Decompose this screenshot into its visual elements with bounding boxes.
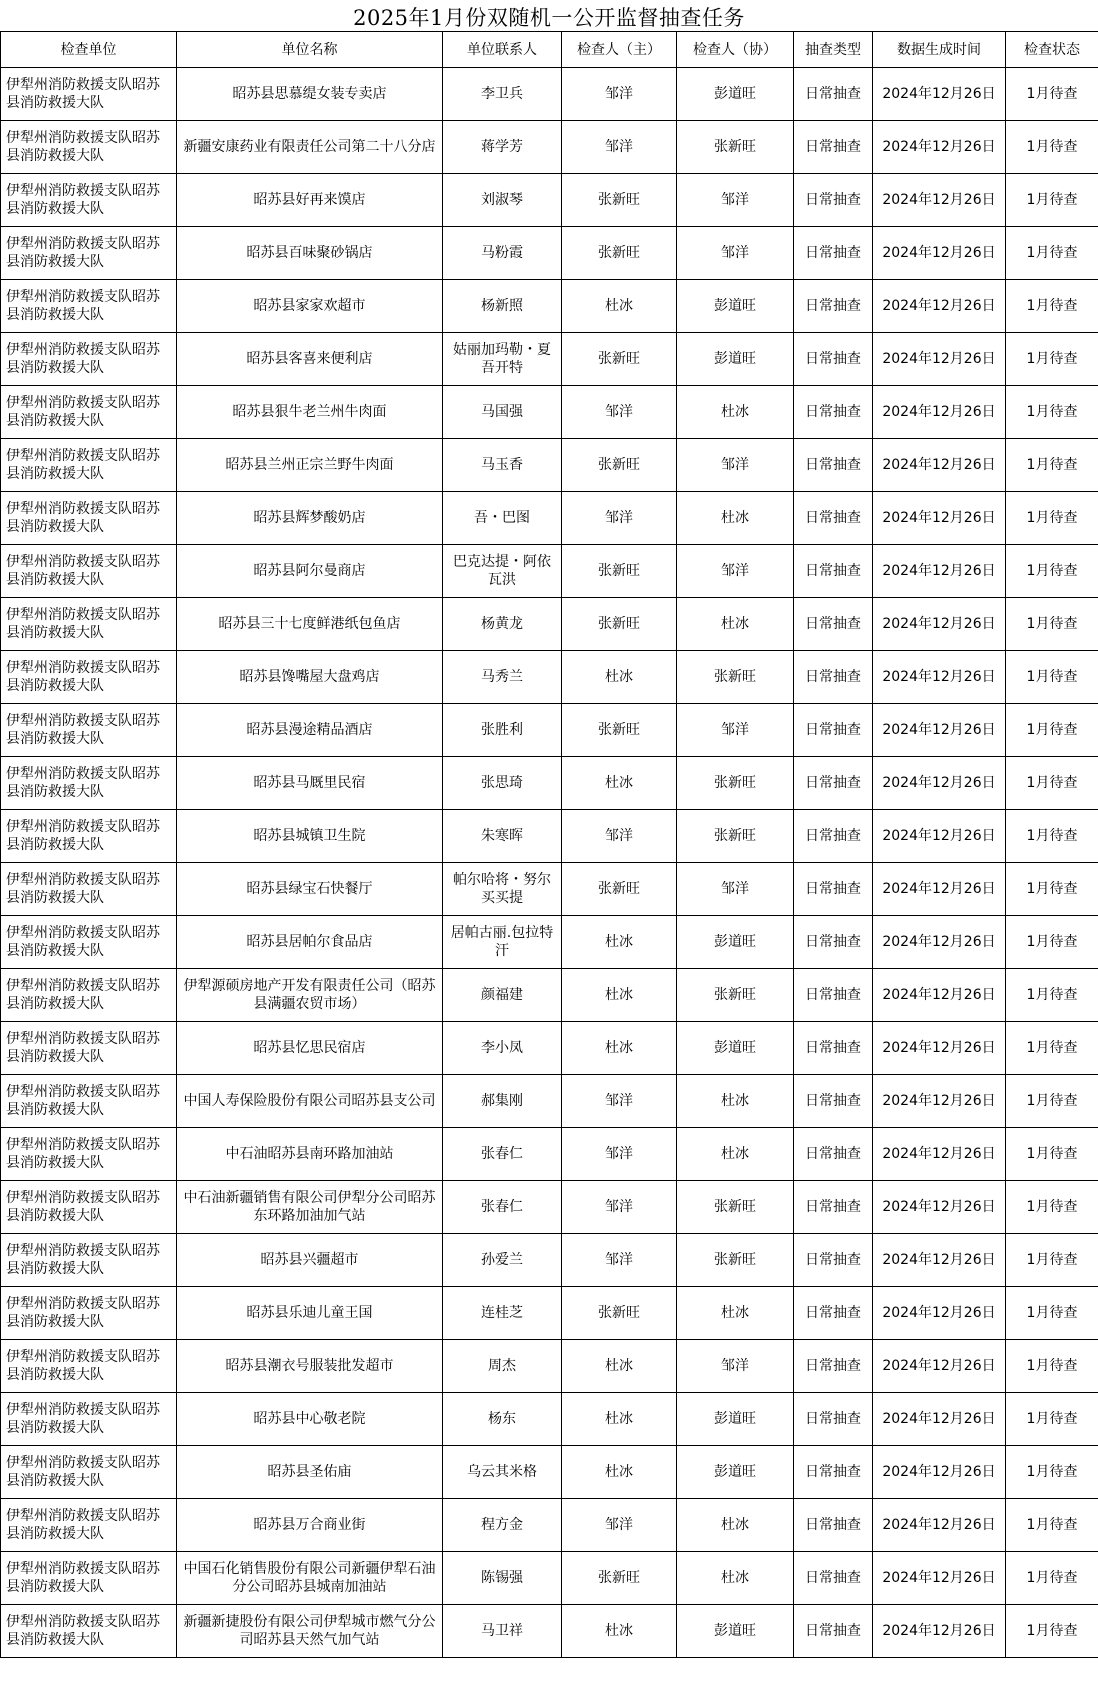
cell-status: 1月待查 xyxy=(1006,916,1098,969)
cell-check-type: 日常抽查 xyxy=(794,174,873,227)
cell-inspection-unit: 伊犁州消防救援支队昭苏县消防救援大队 xyxy=(1,969,177,1022)
header-check-type: 抽查类型 xyxy=(794,32,873,68)
cell-contact: 张春仁 xyxy=(443,1181,562,1234)
cell-contact: 周杰 xyxy=(443,1340,562,1393)
cell-generated-date: 2024年12月26日 xyxy=(873,863,1006,916)
cell-unit-name: 中国石化销售股份有限公司新疆伊犁石油分公司昭苏县城南加油站 xyxy=(177,1552,443,1605)
cell-contact: 李小凤 xyxy=(443,1022,562,1075)
cell-status: 1月待查 xyxy=(1006,1022,1098,1075)
cell-generated-date: 2024年12月26日 xyxy=(873,545,1006,598)
cell-generated-date: 2024年12月26日 xyxy=(873,1128,1006,1181)
cell-status: 1月待查 xyxy=(1006,651,1098,704)
cell-inspection-unit: 伊犁州消防救援支队昭苏县消防救援大队 xyxy=(1,439,177,492)
cell-status: 1月待查 xyxy=(1006,1552,1098,1605)
cell-inspector-assist: 杜冰 xyxy=(677,1128,794,1181)
cell-status: 1月待查 xyxy=(1006,280,1098,333)
cell-check-type: 日常抽查 xyxy=(794,1605,873,1658)
header-inspection-unit: 检查单位 xyxy=(1,32,177,68)
cell-unit-name: 昭苏县乐迪儿童王国 xyxy=(177,1287,443,1340)
cell-contact: 马卫祥 xyxy=(443,1605,562,1658)
cell-inspector-main: 杜冰 xyxy=(562,1340,677,1393)
cell-generated-date: 2024年12月26日 xyxy=(873,174,1006,227)
cell-inspection-unit: 伊犁州消防救援支队昭苏县消防救援大队 xyxy=(1,280,177,333)
cell-check-type: 日常抽查 xyxy=(794,969,873,1022)
cell-inspector-assist: 杜冰 xyxy=(677,1287,794,1340)
cell-check-type: 日常抽查 xyxy=(794,1552,873,1605)
cell-contact: 巴克达提・阿依瓦洪 xyxy=(443,545,562,598)
header-inspector-assist: 检查人（协） xyxy=(677,32,794,68)
cell-inspection-unit: 伊犁州消防救援支队昭苏县消防救援大队 xyxy=(1,810,177,863)
table-row xyxy=(1,121,1098,174)
cell-inspection-unit: 伊犁州消防救援支队昭苏县消防救援大队 xyxy=(1,651,177,704)
cell-inspection-unit: 伊犁州消防救援支队昭苏县消防救援大队 xyxy=(1,1340,177,1393)
cell-check-type: 日常抽查 xyxy=(794,1446,873,1499)
cell-generated-date: 2024年12月26日 xyxy=(873,1234,1006,1287)
cell-unit-name: 昭苏县辉梦酸奶店 xyxy=(177,492,443,545)
cell-inspector-main: 邹洋 xyxy=(562,1499,677,1552)
cell-contact: 杨东 xyxy=(443,1393,562,1446)
cell-inspector-main: 杜冰 xyxy=(562,916,677,969)
cell-inspector-main: 张新旺 xyxy=(562,227,677,280)
table-row xyxy=(1,386,1098,439)
cell-inspection-unit: 伊犁州消防救援支队昭苏县消防救援大队 xyxy=(1,545,177,598)
table-row xyxy=(1,492,1098,545)
cell-inspector-main: 杜冰 xyxy=(562,757,677,810)
cell-generated-date: 2024年12月26日 xyxy=(873,598,1006,651)
cell-status: 1月待查 xyxy=(1006,704,1098,757)
table-row xyxy=(1,545,1098,598)
cell-contact: 马国强 xyxy=(443,386,562,439)
table-row xyxy=(1,598,1098,651)
table-row xyxy=(1,810,1098,863)
cell-status: 1月待查 xyxy=(1006,386,1098,439)
cell-inspector-assist: 杜冰 xyxy=(677,1552,794,1605)
header-contact: 单位联系人 xyxy=(443,32,562,68)
cell-generated-date: 2024年12月26日 xyxy=(873,68,1006,121)
cell-generated-date: 2024年12月26日 xyxy=(873,1287,1006,1340)
cell-inspection-unit: 伊犁州消防救援支队昭苏县消防救援大队 xyxy=(1,1446,177,1499)
cell-status: 1月待查 xyxy=(1006,121,1098,174)
cell-inspector-assist: 邹洋 xyxy=(677,174,794,227)
cell-generated-date: 2024年12月26日 xyxy=(873,810,1006,863)
cell-unit-name: 昭苏县狠牛老兰州牛肉面 xyxy=(177,386,443,439)
cell-inspector-main: 邹洋 xyxy=(562,810,677,863)
cell-contact: 刘淑琴 xyxy=(443,174,562,227)
cell-contact: 马玉香 xyxy=(443,439,562,492)
table-row xyxy=(1,68,1098,121)
cell-inspector-assist: 杜冰 xyxy=(677,598,794,651)
cell-unit-name: 昭苏县百味聚砂锅店 xyxy=(177,227,443,280)
cell-contact: 杨黄龙 xyxy=(443,598,562,651)
cell-generated-date: 2024年12月26日 xyxy=(873,1022,1006,1075)
cell-inspector-assist: 张新旺 xyxy=(677,121,794,174)
cell-generated-date: 2024年12月26日 xyxy=(873,969,1006,1022)
cell-generated-date: 2024年12月26日 xyxy=(873,651,1006,704)
cell-inspector-assist: 彭道旺 xyxy=(677,1446,794,1499)
cell-status: 1月待查 xyxy=(1006,1605,1098,1658)
cell-check-type: 日常抽查 xyxy=(794,1181,873,1234)
cell-inspector-main: 邹洋 xyxy=(562,386,677,439)
cell-check-type: 日常抽查 xyxy=(794,651,873,704)
cell-check-type: 日常抽查 xyxy=(794,1075,873,1128)
cell-contact: 帕尔哈将・努尔买买提 xyxy=(443,863,562,916)
header-unit-name: 单位名称 xyxy=(177,32,443,68)
cell-inspection-unit: 伊犁州消防救援支队昭苏县消防救援大队 xyxy=(1,863,177,916)
cell-status: 1月待查 xyxy=(1006,68,1098,121)
cell-inspection-unit: 伊犁州消防救援支队昭苏县消防救援大队 xyxy=(1,1499,177,1552)
cell-unit-name: 昭苏县家家欢超市 xyxy=(177,280,443,333)
cell-inspection-unit: 伊犁州消防救援支队昭苏县消防救援大队 xyxy=(1,1605,177,1658)
cell-unit-name: 昭苏县三十七度鲜港纸包鱼店 xyxy=(177,598,443,651)
cell-inspector-main: 张新旺 xyxy=(562,863,677,916)
cell-inspector-assist: 杜冰 xyxy=(677,386,794,439)
cell-inspector-assist: 彭道旺 xyxy=(677,1393,794,1446)
table-row xyxy=(1,1181,1098,1234)
cell-inspector-main: 杜冰 xyxy=(562,651,677,704)
cell-inspector-main: 张新旺 xyxy=(562,333,677,386)
cell-unit-name: 昭苏县万合商业街 xyxy=(177,1499,443,1552)
cell-unit-name: 昭苏县兴疆超市 xyxy=(177,1234,443,1287)
cell-inspector-main: 张新旺 xyxy=(562,174,677,227)
table-row xyxy=(1,1499,1098,1552)
header-status: 检查状态 xyxy=(1006,32,1098,68)
cell-check-type: 日常抽查 xyxy=(794,1022,873,1075)
table-row xyxy=(1,1128,1098,1181)
cell-inspection-unit: 伊犁州消防救援支队昭苏县消防救援大队 xyxy=(1,1393,177,1446)
cell-check-type: 日常抽查 xyxy=(794,1340,873,1393)
cell-generated-date: 2024年12月26日 xyxy=(873,280,1006,333)
cell-inspector-main: 杜冰 xyxy=(562,1446,677,1499)
cell-inspection-unit: 伊犁州消防救援支队昭苏县消防救援大队 xyxy=(1,492,177,545)
cell-unit-name: 昭苏县思慕缇女装专卖店 xyxy=(177,68,443,121)
cell-inspector-assist: 邹洋 xyxy=(677,863,794,916)
cell-inspection-unit: 伊犁州消防救援支队昭苏县消防救援大队 xyxy=(1,68,177,121)
cell-status: 1月待查 xyxy=(1006,1393,1098,1446)
cell-generated-date: 2024年12月26日 xyxy=(873,333,1006,386)
cell-generated-date: 2024年12月26日 xyxy=(873,916,1006,969)
cell-contact: 陈锡强 xyxy=(443,1552,562,1605)
cell-inspector-assist: 杜冰 xyxy=(677,1075,794,1128)
cell-contact: 郝集刚 xyxy=(443,1075,562,1128)
cell-generated-date: 2024年12月26日 xyxy=(873,1605,1006,1658)
cell-inspector-assist: 彭道旺 xyxy=(677,68,794,121)
cell-unit-name: 新疆安康药业有限责任公司第二十八分店 xyxy=(177,121,443,174)
cell-inspector-assist: 邹洋 xyxy=(677,1340,794,1393)
cell-inspector-main: 张新旺 xyxy=(562,1552,677,1605)
cell-inspector-main: 邹洋 xyxy=(562,1128,677,1181)
cell-inspection-unit: 伊犁州消防救援支队昭苏县消防救援大队 xyxy=(1,386,177,439)
table-row xyxy=(1,1605,1098,1658)
cell-contact: 连桂芝 xyxy=(443,1287,562,1340)
cell-inspector-main: 张新旺 xyxy=(562,704,677,757)
table-row xyxy=(1,969,1098,1022)
cell-unit-name: 昭苏县居帕尔食品店 xyxy=(177,916,443,969)
cell-status: 1月待查 xyxy=(1006,492,1098,545)
table-row xyxy=(1,1393,1098,1446)
cell-contact: 孙爱兰 xyxy=(443,1234,562,1287)
cell-status: 1月待查 xyxy=(1006,1499,1098,1552)
cell-inspection-unit: 伊犁州消防救援支队昭苏县消防救援大队 xyxy=(1,704,177,757)
table-row xyxy=(1,1287,1098,1340)
header-inspector-main: 检查人（主） xyxy=(562,32,677,68)
cell-generated-date: 2024年12月26日 xyxy=(873,1181,1006,1234)
cell-inspector-assist: 邹洋 xyxy=(677,439,794,492)
cell-contact: 张思琦 xyxy=(443,757,562,810)
table-row xyxy=(1,280,1098,333)
cell-inspector-assist: 邹洋 xyxy=(677,227,794,280)
cell-contact: 朱寒晖 xyxy=(443,810,562,863)
cell-generated-date: 2024年12月26日 xyxy=(873,439,1006,492)
cell-generated-date: 2024年12月26日 xyxy=(873,704,1006,757)
cell-contact: 吾・巴图 xyxy=(443,492,562,545)
cell-inspector-main: 邹洋 xyxy=(562,1181,677,1234)
cell-status: 1月待查 xyxy=(1006,1234,1098,1287)
cell-inspection-unit: 伊犁州消防救援支队昭苏县消防救援大队 xyxy=(1,227,177,280)
cell-check-type: 日常抽查 xyxy=(794,810,873,863)
cell-inspection-unit: 伊犁州消防救援支队昭苏县消防救援大队 xyxy=(1,121,177,174)
cell-generated-date: 2024年12月26日 xyxy=(873,1075,1006,1128)
cell-check-type: 日常抽查 xyxy=(794,1499,873,1552)
cell-inspection-unit: 伊犁州消防救援支队昭苏县消防救援大队 xyxy=(1,1128,177,1181)
cell-generated-date: 2024年12月26日 xyxy=(873,1340,1006,1393)
cell-check-type: 日常抽查 xyxy=(794,227,873,280)
cell-check-type: 日常抽查 xyxy=(794,916,873,969)
cell-check-type: 日常抽查 xyxy=(794,333,873,386)
cell-contact: 马粉霞 xyxy=(443,227,562,280)
cell-unit-name: 昭苏县马厩里民宿 xyxy=(177,757,443,810)
cell-status: 1月待查 xyxy=(1006,757,1098,810)
cell-status: 1月待查 xyxy=(1006,1287,1098,1340)
cell-inspector-main: 杜冰 xyxy=(562,280,677,333)
table-row xyxy=(1,1340,1098,1393)
cell-inspector-main: 邹洋 xyxy=(562,121,677,174)
cell-generated-date: 2024年12月26日 xyxy=(873,1499,1006,1552)
cell-status: 1月待查 xyxy=(1006,1340,1098,1393)
cell-unit-name: 昭苏县好再来馍店 xyxy=(177,174,443,227)
cell-check-type: 日常抽查 xyxy=(794,1393,873,1446)
cell-contact: 程方金 xyxy=(443,1499,562,1552)
cell-inspection-unit: 伊犁州消防救援支队昭苏县消防救援大队 xyxy=(1,174,177,227)
cell-contact: 蒋学芳 xyxy=(443,121,562,174)
table-row xyxy=(1,174,1098,227)
cell-generated-date: 2024年12月26日 xyxy=(873,1393,1006,1446)
cell-inspector-assist: 杜冰 xyxy=(677,492,794,545)
cell-generated-date: 2024年12月26日 xyxy=(873,121,1006,174)
cell-unit-name: 昭苏县城镇卫生院 xyxy=(177,810,443,863)
table-row xyxy=(1,1022,1098,1075)
cell-inspector-main: 邹洋 xyxy=(562,68,677,121)
cell-status: 1月待查 xyxy=(1006,439,1098,492)
cell-inspector-main: 邹洋 xyxy=(562,492,677,545)
table-row xyxy=(1,1446,1098,1499)
table-row xyxy=(1,439,1098,492)
cell-inspector-main: 张新旺 xyxy=(562,1287,677,1340)
cell-status: 1月待查 xyxy=(1006,227,1098,280)
cell-inspector-main: 杜冰 xyxy=(562,1393,677,1446)
cell-unit-name: 中国人寿保险股份有限公司昭苏县支公司 xyxy=(177,1075,443,1128)
cell-inspector-assist: 彭道旺 xyxy=(677,916,794,969)
cell-contact: 张胜利 xyxy=(443,704,562,757)
cell-inspector-assist: 张新旺 xyxy=(677,757,794,810)
cell-unit-name: 昭苏县绿宝石快餐厅 xyxy=(177,863,443,916)
cell-unit-name: 昭苏县漫途精品酒店 xyxy=(177,704,443,757)
cell-inspector-assist: 彭道旺 xyxy=(677,280,794,333)
cell-inspector-assist: 张新旺 xyxy=(677,969,794,1022)
cell-unit-name: 昭苏县阿尔曼商店 xyxy=(177,545,443,598)
document-title: 2025年1月份双随机一公开监督抽查任务 xyxy=(353,6,745,30)
cell-unit-name: 新疆新捷股份有限公司伊犁城市燃气分公司昭苏县天然气加气站 xyxy=(177,1605,443,1658)
cell-unit-name: 昭苏县客喜来便利店 xyxy=(177,333,443,386)
cell-inspector-assist: 张新旺 xyxy=(677,1181,794,1234)
cell-check-type: 日常抽查 xyxy=(794,598,873,651)
cell-contact: 姑丽加玛勒・夏吾开特 xyxy=(443,333,562,386)
cell-inspector-assist: 彭道旺 xyxy=(677,333,794,386)
cell-generated-date: 2024年12月26日 xyxy=(873,386,1006,439)
cell-check-type: 日常抽查 xyxy=(794,68,873,121)
cell-unit-name: 昭苏县圣佑庙 xyxy=(177,1446,443,1499)
cell-status: 1月待查 xyxy=(1006,969,1098,1022)
cell-inspector-main: 杜冰 xyxy=(562,1605,677,1658)
cell-check-type: 日常抽查 xyxy=(794,439,873,492)
cell-inspector-assist: 彭道旺 xyxy=(677,1022,794,1075)
cell-contact: 颜福建 xyxy=(443,969,562,1022)
cell-inspector-main: 杜冰 xyxy=(562,969,677,1022)
cell-unit-name: 昭苏县中心敬老院 xyxy=(177,1393,443,1446)
cell-check-type: 日常抽查 xyxy=(794,545,873,598)
cell-check-type: 日常抽查 xyxy=(794,492,873,545)
cell-status: 1月待查 xyxy=(1006,863,1098,916)
table-row xyxy=(1,1552,1098,1605)
cell-status: 1月待查 xyxy=(1006,1446,1098,1499)
cell-check-type: 日常抽查 xyxy=(794,121,873,174)
cell-check-type: 日常抽查 xyxy=(794,757,873,810)
cell-inspection-unit: 伊犁州消防救援支队昭苏县消防救援大队 xyxy=(1,598,177,651)
cell-status: 1月待查 xyxy=(1006,545,1098,598)
cell-inspector-assist: 张新旺 xyxy=(677,1234,794,1287)
cell-check-type: 日常抽查 xyxy=(794,1128,873,1181)
cell-inspector-assist: 杜冰 xyxy=(677,1499,794,1552)
cell-inspector-main: 邹洋 xyxy=(562,1075,677,1128)
cell-check-type: 日常抽查 xyxy=(794,863,873,916)
cell-inspector-main: 张新旺 xyxy=(562,439,677,492)
cell-unit-name: 中石油昭苏县南环路加油站 xyxy=(177,1128,443,1181)
cell-status: 1月待查 xyxy=(1006,1128,1098,1181)
table-row xyxy=(1,1075,1098,1128)
table-row xyxy=(1,651,1098,704)
cell-status: 1月待查 xyxy=(1006,174,1098,227)
table-row xyxy=(1,1234,1098,1287)
cell-generated-date: 2024年12月26日 xyxy=(873,492,1006,545)
cell-contact: 张春仁 xyxy=(443,1128,562,1181)
cell-contact: 乌云其米格 xyxy=(443,1446,562,1499)
cell-generated-date: 2024年12月26日 xyxy=(873,227,1006,280)
cell-unit-name: 昭苏县馋嘴屋大盘鸡店 xyxy=(177,651,443,704)
cell-contact: 马秀兰 xyxy=(443,651,562,704)
cell-check-type: 日常抽查 xyxy=(794,704,873,757)
cell-unit-name: 中石油新疆销售有限公司伊犁分公司昭苏东环路加油加气站 xyxy=(177,1181,443,1234)
cell-check-type: 日常抽查 xyxy=(794,1234,873,1287)
cell-inspection-unit: 伊犁州消防救援支队昭苏县消防救援大队 xyxy=(1,1552,177,1605)
cell-contact: 李卫兵 xyxy=(443,68,562,121)
cell-unit-name: 昭苏县潮衣号服装批发超市 xyxy=(177,1340,443,1393)
cell-generated-date: 2024年12月26日 xyxy=(873,1552,1006,1605)
cell-inspector-assist: 彭道旺 xyxy=(677,1605,794,1658)
cell-inspector-assist: 张新旺 xyxy=(677,651,794,704)
cell-inspection-unit: 伊犁州消防救援支队昭苏县消防救援大队 xyxy=(1,1181,177,1234)
table-row xyxy=(1,227,1098,280)
cell-status: 1月待查 xyxy=(1006,810,1098,863)
cell-inspection-unit: 伊犁州消防救援支队昭苏县消防救援大队 xyxy=(1,916,177,969)
cell-contact: 居帕古丽.包拉特汗 xyxy=(443,916,562,969)
cell-inspection-unit: 伊犁州消防救援支队昭苏县消防救援大队 xyxy=(1,1075,177,1128)
cell-unit-name: 昭苏县兰州正宗兰野牛肉面 xyxy=(177,439,443,492)
table-row xyxy=(1,757,1098,810)
cell-inspection-unit: 伊犁州消防救援支队昭苏县消防救援大队 xyxy=(1,1287,177,1340)
cell-inspection-unit: 伊犁州消防救援支队昭苏县消防救援大队 xyxy=(1,757,177,810)
table-header-row xyxy=(1,32,1098,68)
cell-check-type: 日常抽查 xyxy=(794,1287,873,1340)
cell-unit-name: 伊犁源硕房地产开发有限责任公司（昭苏县满疆农贸市场） xyxy=(177,969,443,1022)
cell-generated-date: 2024年12月26日 xyxy=(873,1446,1006,1499)
cell-inspector-main: 张新旺 xyxy=(562,598,677,651)
table-row xyxy=(1,704,1098,757)
table-row xyxy=(1,916,1098,969)
cell-unit-name: 昭苏县忆思民宿店 xyxy=(177,1022,443,1075)
table-row xyxy=(1,863,1098,916)
cell-inspector-main: 邹洋 xyxy=(562,1234,677,1287)
cell-inspector-main: 杜冰 xyxy=(562,1022,677,1075)
cell-status: 1月待查 xyxy=(1006,1181,1098,1234)
cell-check-type: 日常抽查 xyxy=(794,280,873,333)
cell-status: 1月待查 xyxy=(1006,1075,1098,1128)
cell-inspector-assist: 张新旺 xyxy=(677,810,794,863)
header-generated-date: 数据生成时间 xyxy=(873,32,1006,68)
cell-generated-date: 2024年12月26日 xyxy=(873,757,1006,810)
cell-status: 1月待查 xyxy=(1006,598,1098,651)
cell-inspection-unit: 伊犁州消防救援支队昭苏县消防救援大队 xyxy=(1,333,177,386)
cell-inspection-unit: 伊犁州消防救援支队昭苏县消防救援大队 xyxy=(1,1234,177,1287)
table-body xyxy=(1,68,1098,1658)
table-row xyxy=(1,333,1098,386)
cell-check-type: 日常抽查 xyxy=(794,386,873,439)
cell-inspector-assist: 邹洋 xyxy=(677,704,794,757)
cell-inspector-main: 张新旺 xyxy=(562,545,677,598)
cell-inspection-unit: 伊犁州消防救援支队昭苏县消防救援大队 xyxy=(1,1022,177,1075)
inspection-task-table xyxy=(0,31,1098,1658)
cell-status: 1月待查 xyxy=(1006,333,1098,386)
cell-contact: 杨新照 xyxy=(443,280,562,333)
cell-inspector-assist: 邹洋 xyxy=(677,545,794,598)
